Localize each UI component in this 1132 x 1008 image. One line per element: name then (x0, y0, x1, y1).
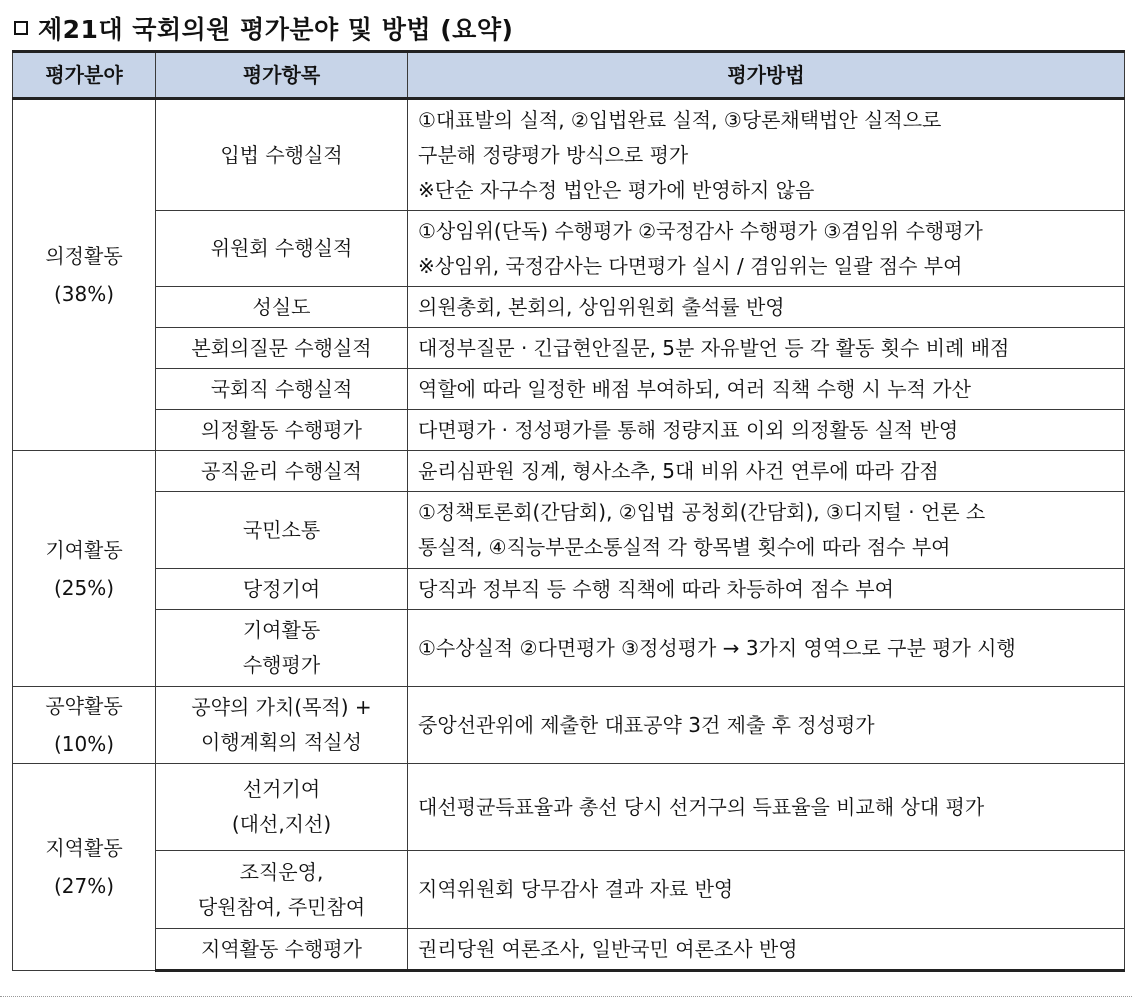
item-cell (156, 328, 408, 369)
item-cell (156, 764, 408, 851)
method-cell (408, 764, 1125, 851)
item-label: 성실도 (252, 294, 311, 319)
header-method: 평가방법 (408, 52, 1125, 99)
method-cell (408, 369, 1125, 410)
item-cell (156, 687, 408, 764)
item-label: 당정기여 (242, 576, 321, 601)
header-category: 평가분야 (13, 52, 156, 99)
method-line: 당직과 정부직 등 수행 직책에 따라 차등하여 점수 부여 (418, 576, 894, 601)
method-line: 윤리심판원 징계, 형사소추, 5대 비위 사건 연루에 따라 감점 (418, 458, 939, 483)
item-cell (156, 451, 408, 492)
table-row (13, 328, 1125, 369)
method-cell (408, 287, 1125, 328)
header-item: 평가항목 (156, 52, 408, 99)
item-cell (156, 492, 408, 569)
table-row (13, 99, 1125, 211)
category-name: 기여활동 (45, 537, 123, 562)
table-row (13, 687, 1125, 764)
method-line: 구분해 정량평가 방식으로 평가 (418, 142, 689, 167)
table-row (13, 211, 1125, 287)
category-cell (13, 764, 156, 971)
category-cell (13, 451, 156, 687)
method-cell (408, 492, 1125, 569)
item-label: 기여활동 (242, 618, 321, 642)
method-line: 지역위원회 당무감사 결과 자료 반영 (418, 877, 734, 901)
method-line: ①정책토론회(간담회), ②입법 공청회(간담회), ③디지털 · 언론 소 (418, 500, 986, 524)
item-cell (156, 211, 408, 287)
table-row (13, 764, 1125, 851)
method-cell (408, 569, 1125, 610)
checkbox-square-icon (14, 21, 28, 35)
item-label: 위원회 수행실적 (210, 236, 353, 260)
method-line: 의원총회, 본회의, 상임위원회 출석률 반영 (418, 294, 785, 319)
method-cell (408, 687, 1125, 764)
item-label: 입법 수행실적 (220, 142, 343, 167)
item-label: 국회직 수행실적 (210, 376, 353, 401)
item-cell (156, 99, 408, 211)
item-cell (156, 410, 408, 451)
table-row (13, 492, 1125, 569)
method-line: 대선평균득표율과 총선 당시 선거구의 득표율을 비교해 상대 평가 (418, 794, 985, 819)
item-label: 공약의 가치(목적) + (191, 695, 372, 719)
table-row (13, 851, 1125, 929)
method-line: ①대표발의 실적, ②입법완료 실적, ③당론채택법안 실적으로 (418, 107, 942, 132)
method-line: 다면평가 · 정성평가를 통해 정량지표 이외 의정활동 실적 반영 (418, 417, 959, 442)
method-cell (408, 851, 1125, 929)
method-line: ※상임위, 국정감사는 다면평가 실시 / 겸임위는 일괄 점수 부여 (418, 253, 963, 278)
item-cell (156, 929, 408, 971)
method-cell (408, 99, 1125, 211)
item-label: 이행계획의 적실성 (201, 730, 362, 754)
page-title-text: 제21대 국회의원 평가분야 및 방법 (요약) (38, 15, 514, 44)
bottom-divider (0, 996, 1132, 997)
method-line: 대정부질문 · 긴급현안질문, 5분 자유발언 등 각 활동 횟수 비례 배점 (418, 335, 1010, 360)
item-label: 당원참여, 주민참여 (197, 894, 366, 919)
item-label: (대선,지선) (231, 812, 332, 836)
method-cell (408, 929, 1125, 971)
category-name: 공약활동 (45, 694, 123, 718)
method-cell (408, 610, 1125, 687)
page-title (14, 10, 513, 46)
method-line: ※단순 자구수정 법안은 평가에 반영하지 않음 (418, 177, 815, 202)
item-label: 의정활동 수행평가 (201, 417, 362, 442)
table-row (13, 369, 1125, 410)
item-cell (156, 369, 408, 410)
category-weight: (27%) (53, 874, 115, 898)
category-name: 의정활동 (45, 244, 123, 268)
table-header-row (13, 52, 1125, 99)
item-label: 선거기여 (242, 777, 321, 801)
category-cell (13, 99, 156, 451)
item-cell (156, 569, 408, 610)
item-label: 본회의질문 수행실적 (191, 335, 372, 360)
table-row (13, 410, 1125, 451)
category-name: 지역활동 (45, 836, 123, 860)
item-cell (156, 610, 408, 687)
item-label: 지역활동 수행평가 (201, 936, 362, 961)
item-label: 국민소통 (242, 517, 321, 542)
category-weight: (25%) (53, 575, 115, 600)
table-row (13, 569, 1125, 610)
method-line: ①상임위(단독) 수행평가 ②국정감사 수행평가 ③겸임위 수행평가 (418, 218, 983, 243)
method-line: 중앙선관위에 제출한 대표공약 3건 제출 후 정성평가 (418, 712, 875, 737)
category-cell (13, 687, 156, 764)
item-cell (156, 851, 408, 929)
method-cell (408, 328, 1125, 369)
table-row (13, 929, 1125, 971)
method-line: 권리당원 여론조사, 일반국민 여론조사 반영 (418, 936, 798, 961)
table-row (13, 610, 1125, 687)
item-label: 수행평가 (242, 653, 321, 677)
method-line: ①수상실적 ②다면평가 ③정성평가 → 3가지 영역으로 구분 평가 시행 (418, 635, 1016, 660)
method-cell (408, 410, 1125, 451)
method-cell (408, 451, 1125, 492)
table-row (13, 287, 1125, 328)
table-row (13, 451, 1125, 492)
method-line: 통실적, ④직능부문소통실적 각 항목별 횟수에 따라 점수 부여 (418, 535, 951, 559)
method-line: 역할에 따라 일정한 배점 부여하되, 여러 직책 수행 시 누적 가산 (418, 376, 971, 401)
evaluation-table (12, 50, 1125, 972)
item-cell (156, 287, 408, 328)
method-cell (408, 211, 1125, 287)
category-weight: (38%) (53, 282, 115, 306)
item-label: 조직운영, (239, 859, 324, 884)
item-label: 공직윤리 수행실적 (201, 458, 362, 483)
category-weight: (10%) (53, 732, 115, 756)
